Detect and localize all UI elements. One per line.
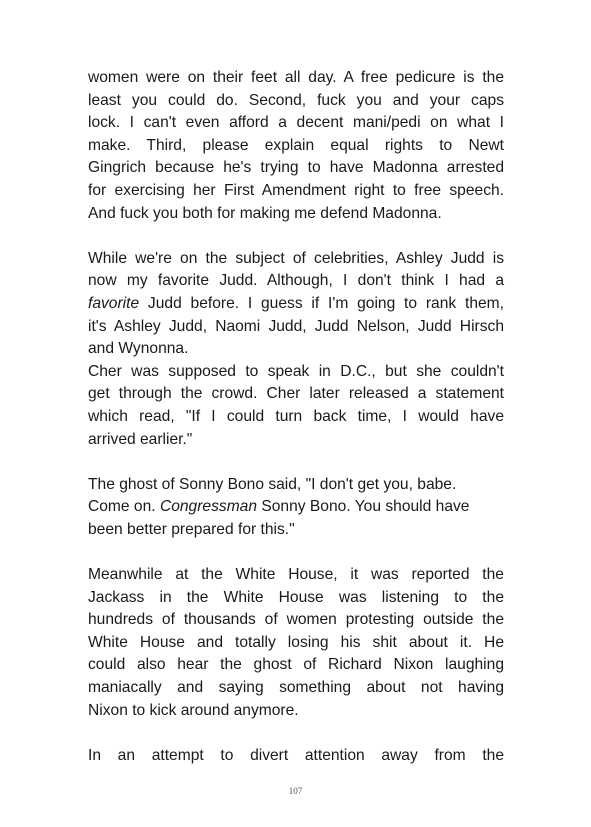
page-number: 107 xyxy=(288,786,303,796)
text-line: Jackass in the White House was listening to the xyxy=(88,588,504,606)
text-line: Nixon to kick around anymore. xyxy=(88,701,299,719)
text-line: Meanwhile at the White House, it was reported the xyxy=(88,566,504,584)
text-line xyxy=(88,496,504,519)
italic-word: Congressman xyxy=(159,498,258,516)
text-line: get through the crowd. Cher later released a statement xyxy=(88,385,504,403)
text-line: it's Ashley Judd, Naomi Judd, Judd Nelson, Judd Hirsch xyxy=(88,317,504,335)
paragraph-2 xyxy=(88,248,504,361)
text-line: maniacally and saying something about not having xyxy=(88,679,504,697)
text-line: arrived earlier." xyxy=(88,430,193,448)
italic-word: favorite xyxy=(88,294,140,312)
text-line: lock. I can't even afford a decent mani/pedi on what I xyxy=(88,114,504,132)
text-line: While we're on the subject of celebrities, Ashley Judd is xyxy=(88,249,504,267)
text-line: The ghost of Sonny Bono said, "I don't get you, babe. xyxy=(88,475,457,493)
text-line: Cher was supposed to speak in D.C., but she couldn't xyxy=(88,362,504,380)
text-line: now my favorite Judd. Although, I don't think I had a xyxy=(88,272,504,290)
text-line: for exercising her First Amendment right to free speech. xyxy=(88,181,504,199)
text-line: Gingrich because he's trying to have Madonna arrested xyxy=(88,159,504,177)
paragraph-5 xyxy=(88,564,504,722)
paragraph-1 xyxy=(88,67,504,225)
text-line: make. Third, please explain equal rights to Newt xyxy=(88,136,504,154)
text-line: hundreds of thousands of women protesting outside the xyxy=(88,611,504,629)
paragraph-6 xyxy=(88,745,504,768)
text-line xyxy=(88,293,504,316)
text-line: which read, "If I could turn back time, I would have xyxy=(88,407,504,425)
text-segment: Sonny Bono. You should have xyxy=(257,498,470,516)
text-line: White House and totally losing his shit about it. He xyxy=(88,633,504,651)
text-line: And fuck you both for making me defend Madonna. xyxy=(88,204,442,222)
text-segment: Come on. xyxy=(88,498,160,516)
paragraph-3 xyxy=(88,361,504,451)
text-line: least you could do. Second, fuck you and your caps xyxy=(88,91,504,109)
text-line: In an attempt to divert attention away from the xyxy=(88,746,504,764)
paragraph-4 xyxy=(88,474,504,542)
text-line: could also hear the ghost of Richard Nixon laughing xyxy=(88,656,504,674)
text-line: and Wynonna. xyxy=(88,340,189,358)
text-line: women were on their feet all day. A free pedicure is the xyxy=(88,69,504,86)
text-segment: Judd before. I guess if I'm going to rank them, xyxy=(139,294,504,312)
body-text xyxy=(88,67,504,767)
text-line: been better prepared for this." xyxy=(88,520,295,538)
